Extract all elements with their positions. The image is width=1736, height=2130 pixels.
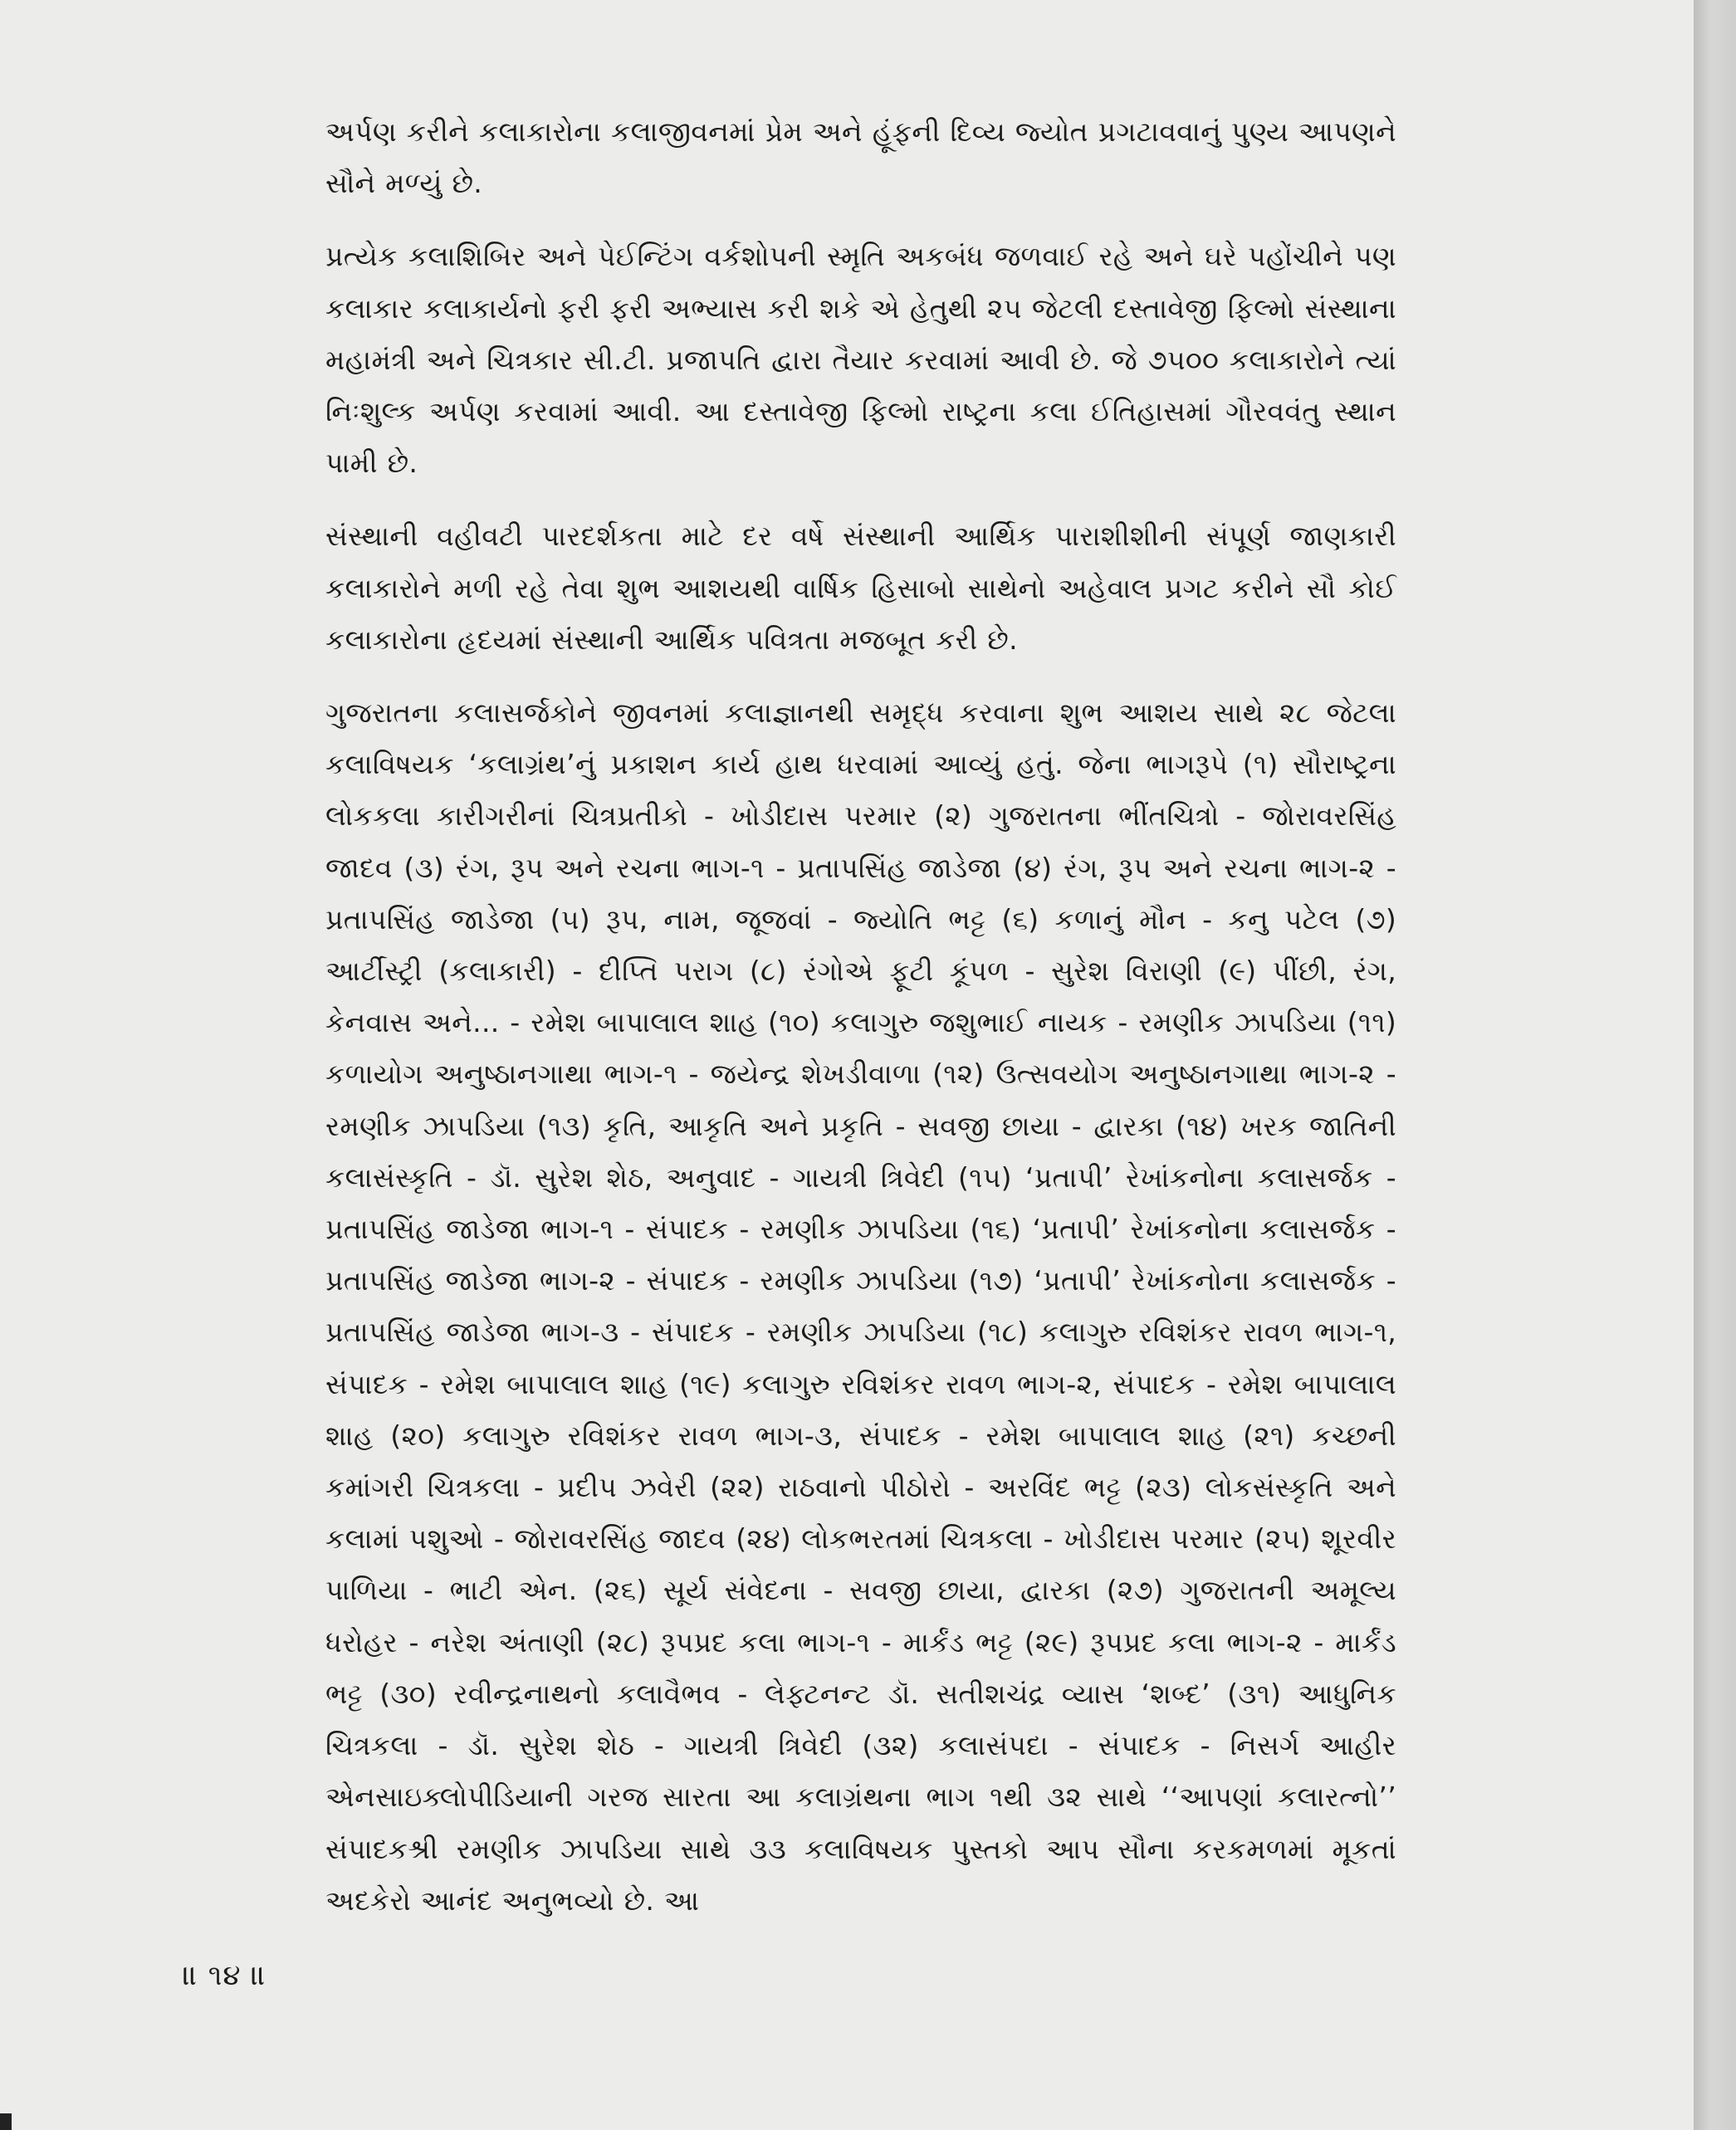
page-number: ॥ ૧૪ ॥	[183, 1959, 267, 1992]
paragraph: ગુજરાતના કલાસર્જકોને જીવનમાં કલાજ્ઞાનથી સમૃદ્ધ કરવાના શુભ આશય સાથે ૨૮ જેટલા કલાવિષયક ‘કલાગ્રંથ’નું પ્રકાશન કાર્ય હાથ ધરવામાં આવ્યું હતું. જેના ભાગરૂપે (૧) સૌરાષ્ટ્રના લોકકલા કારીગરીનાં ચિત્રપ્રતીકો - ખોડીદાસ પરમાર (૨) ગુજરાતના ભીંતચિત્રો - જોરાવરસિંહ જાદવ (૩) રંગ, રૂપ અને રચના ભાગ-૧ - પ્રતાપસિંહ જાડેજા (૪) રંગ, રૂપ અને રચના ભાગ-૨ - પ્રતાપસિંહ જાડેજા (૫) રૂપ, નામ, જૂજવાં - જ્યોતિ ભટ્ટ (૬) કળાનું મૌન - કનુ પટેલ (૭) આર્ટીસ્ટ્રી (કલાકારી) - દીપ્તિ પરાગ (૮) રંગોએ ફૂટી કૂંપળ - સુરેશ વિરાણી (૯) પીંછી, રંગ, કેનવાસ અને... - રમેશ બાપાલાલ શાહ (૧૦) કલાગુરુ જશુભાઈ નાયક - રમણીક ઝાપડિયા (૧૧) કળાયોગ અનુષ્ઠાનગાથા ભાગ-૧ - જયેન્દ્ર શેખડીવાળા (૧૨) ઉત્સવયોગ અનુષ્ઠાનગાથા ભાગ-૨ - રમણીક ઝાપડિયા (૧૩) કૃતિ, આકૃતિ અને પ્રકૃતિ - સવજી છાયા - દ્વારકા (૧૪) ખરક જાતિની કલાસંસ્કૃતિ - ડૉ. સુરેશ શેઠ, અનુવાદ - ગાયત્રી ત્રિવેદી (૧૫) ‘પ્રતાપી’ રેખાંકનોના કલાસર્જક - પ્રતાપસિંહ જાડેજા ભાગ-૧ - સંપાદક - રમણીક ઝાપડિયા (૧૬) ‘પ્રતાપી’ રેખાંકનોના કલાસર્જક - પ્રતાપસિંહ જાડેજા ભાગ-૨ - સંપાદક - રમણીક ઝાપડિયા (૧૭) ‘પ્રતાપી’ રેખાંકનોના કલાસર્જક - પ્રતાપસિંહ જાડેજા ભાગ-૩ - સંપાદક - રમણીક ઝાપડિયા (૧૮) કલાગુરુ રવિશંકર રાવળ ભાગ-૧, સંપાદક - રમેશ બાપાલાલ શાહ (૧૯) કલાગુરુ રવિશંકર રાવળ ભાગ-૨, સંપાદક - રમેશ બાપાલાલ શાહ (૨૦) કલાગુરુ રવિશંકર રાવળ ભાગ-૩, સંપાદક - રમેશ બાપાલાલ શાહ (૨૧) કચ્છની કમાંગરી ચિત્રકલા - પ્રદીપ ઝવેરી (૨૨) રાઠવાનો પીઠોરો - અરવિંદ ભટ્ટ (૨૩) લોકસંસ્કૃતિ અને કલામાં પશુઓ - જોરાવરસિંહ જાદવ (૨૪) લોકભરતમાં ચિત્રકલા - ખોડીદાસ પરમાર (૨૫) શૂરવીર પાળિયા - ભાટી એન. (૨૬) સૂર્ય સંવેદના - સવજી છાયા, દ્વારકા (૨૭) ગુજરાતની અમૂલ્ય ધરોહર - નરેશ અંતાણી (૨૮) રૂપપ્રદ કલા ભાગ-૧ - માર્કંડ ભટ્ટ (૨૯) રૂપપ્રદ કલા ભાગ-૨ - માર્કંડ ભટ્ટ (૩૦) રવીન્દ્રનાથનો કલાવૈભવ - લેફ્ટનન્ટ ડૉ. સતીશચંદ્ર વ્યાસ ‘શબ્દ’ (૩૧) આધુનિક ચિત્રકલા - ડૉ. સુરેશ શેઠ - ગાયત્રી ત્રિવેદી (૩૨) કલાસંપદા - સંપાદક - નિસર્ગ આહીર એનસાઇક્લોપીડિયાની ગરજ સારતા આ કલાગ્રંથના ભાગ ૧થી ૩૨ સાથે ‘‘આપણાં કલારત્નો’’ સંપાદકશ્રી રમણીક ઝાપડિયા સાથે ૩૩ કલાવિષયક પુસ્તકો આપ સૌના કરકમળમાં મૂકતાં અદકેરો આનંદ અનુભવ્યો છે. આ	[325, 696, 1396, 1917]
page-edge-shadow	[1694, 0, 1736, 2130]
paragraph: પ્રત્યેક કલાશિબિર અને પેઈન્ટિંગ વર્કશોપની સ્મૃતિ અકબંધ જળવાઈ રહે અને ઘરે પહોંચીને પણ કલાકાર કલાકાર્યનો ફરી ફરી અભ્યાસ કરી શકે એ હેતુથી ૨૫ જેટલી દસ્તાવેજી ફિલ્મો સંસ્થાના મહામંત્રી અને ચિત્રકાર સી.ટી. પ્રજાપતિ દ્વારા તૈયાર કરવામાં આવી છે. જે ૭૫૦૦ કલાકારોને ત્યાં નિઃશુલ્ક અર્પણ કરવામાં આવી. આ દસ્તાવેજી ફિલ્મો રાષ્ટ્રના કલા ઈતિહાસમાં ગૌરવવંતુ સ્થાન પામી છે.	[325, 240, 1396, 480]
paragraph: અર્પણ કરીને કલાકારોના કલાજીવનમાં પ્રેમ અને હૂંફની દિવ્ય જ્યોત પ્રગટાવવાનું પુણ્ય આપણને સૌને મળ્યું છે.	[325, 115, 1396, 200]
binding-corner	[0, 2113, 12, 2130]
body-text	[325, 106, 1396, 1948]
paragraph: સંસ્થાની વહીવટી પારદર્શકતા માટે દર વર્ષે સંસ્થાની આર્થિક પારાશીશીની સંપૂર્ણ જાણકારી કલાકારોને મળી રહે તેવા શુભ આશયથી વાર્ષિક હિસાબો સાથેનો અહેવાલ પ્રગટ કરીને સૌ કોઈ કલાકારોના હૃદયમાં સંસ્થાની આર્થિક પવિત્રતા મજબૂત કરી છે.	[325, 520, 1396, 656]
